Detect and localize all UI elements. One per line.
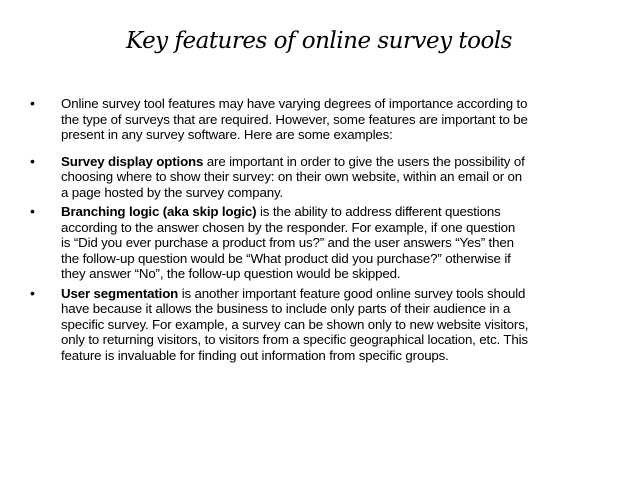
bullet-icon: • bbox=[30, 203, 35, 219]
bullet-text-line: the type of surveys that are required. However, some features are important to be bbox=[61, 111, 528, 127]
bullet-text-line: the follow-up question would be “What product did you purchase?” otherwise if bbox=[61, 250, 511, 266]
bullet-first-line bbox=[61, 204, 600, 220]
bullet-text-line: according to the answer chosen by the responder. For example, if one question bbox=[61, 219, 516, 235]
bullet-term: Survey display options bbox=[61, 153, 204, 169]
bullet-item-branching-logic bbox=[30, 204, 600, 282]
bullet-icon: • bbox=[30, 284, 35, 301]
bullet-icon: • bbox=[30, 152, 35, 169]
bullet-text-line: feature is invaluable for finding out information from specific groups. bbox=[61, 347, 449, 363]
bullet-text-line: have because it allows the business to include only parts of their audience in a bbox=[61, 301, 511, 316]
bullet-term: User segmentation bbox=[61, 285, 179, 301]
slide-title: Key features of online survey tools bbox=[126, 28, 512, 54]
bullet-text-line: only to returning visitors, to visitors from a specific geographical location, etc. This bbox=[61, 332, 528, 347]
bullet-text: is another important feature good online survey tools should bbox=[178, 285, 526, 301]
bullet-text-line: they answer “No”, the follow-up question would be skipped. bbox=[61, 266, 401, 281]
bullet-item-user-segmentation bbox=[30, 286, 600, 364]
bullet-text: are important in order to give the users the possibility of bbox=[203, 153, 525, 169]
bullet-icon: • bbox=[30, 95, 35, 111]
bullet-first-line bbox=[61, 154, 600, 170]
bullet-text-line: Online survey tool features may have varying degrees of importance according to bbox=[61, 96, 528, 111]
bullet-text: is the ability to address different questions bbox=[256, 204, 501, 219]
bullet-term: Branching logic (aka skip logic) bbox=[61, 204, 257, 219]
bullet-item-survey-display-options bbox=[30, 154, 600, 201]
bullet-item-intro bbox=[30, 96, 600, 143]
bullet-text-line: a page hosted by the survey company. bbox=[61, 184, 284, 200]
bullet-text-line: is “Did you ever purchase a product from us?” and the user answers “Yes” then bbox=[61, 235, 514, 250]
bullet-first-line bbox=[61, 286, 600, 302]
bullet-text-line: choosing where to show their survey: on their own website, within an email or on bbox=[61, 169, 523, 184]
bullet-text-line: specific survey. For example, a survey can be shown only to new website visitors, bbox=[61, 316, 529, 332]
bullet-list bbox=[30, 96, 600, 363]
bullet-text-line: present in any survey software. Here are some examples: bbox=[61, 127, 393, 142]
